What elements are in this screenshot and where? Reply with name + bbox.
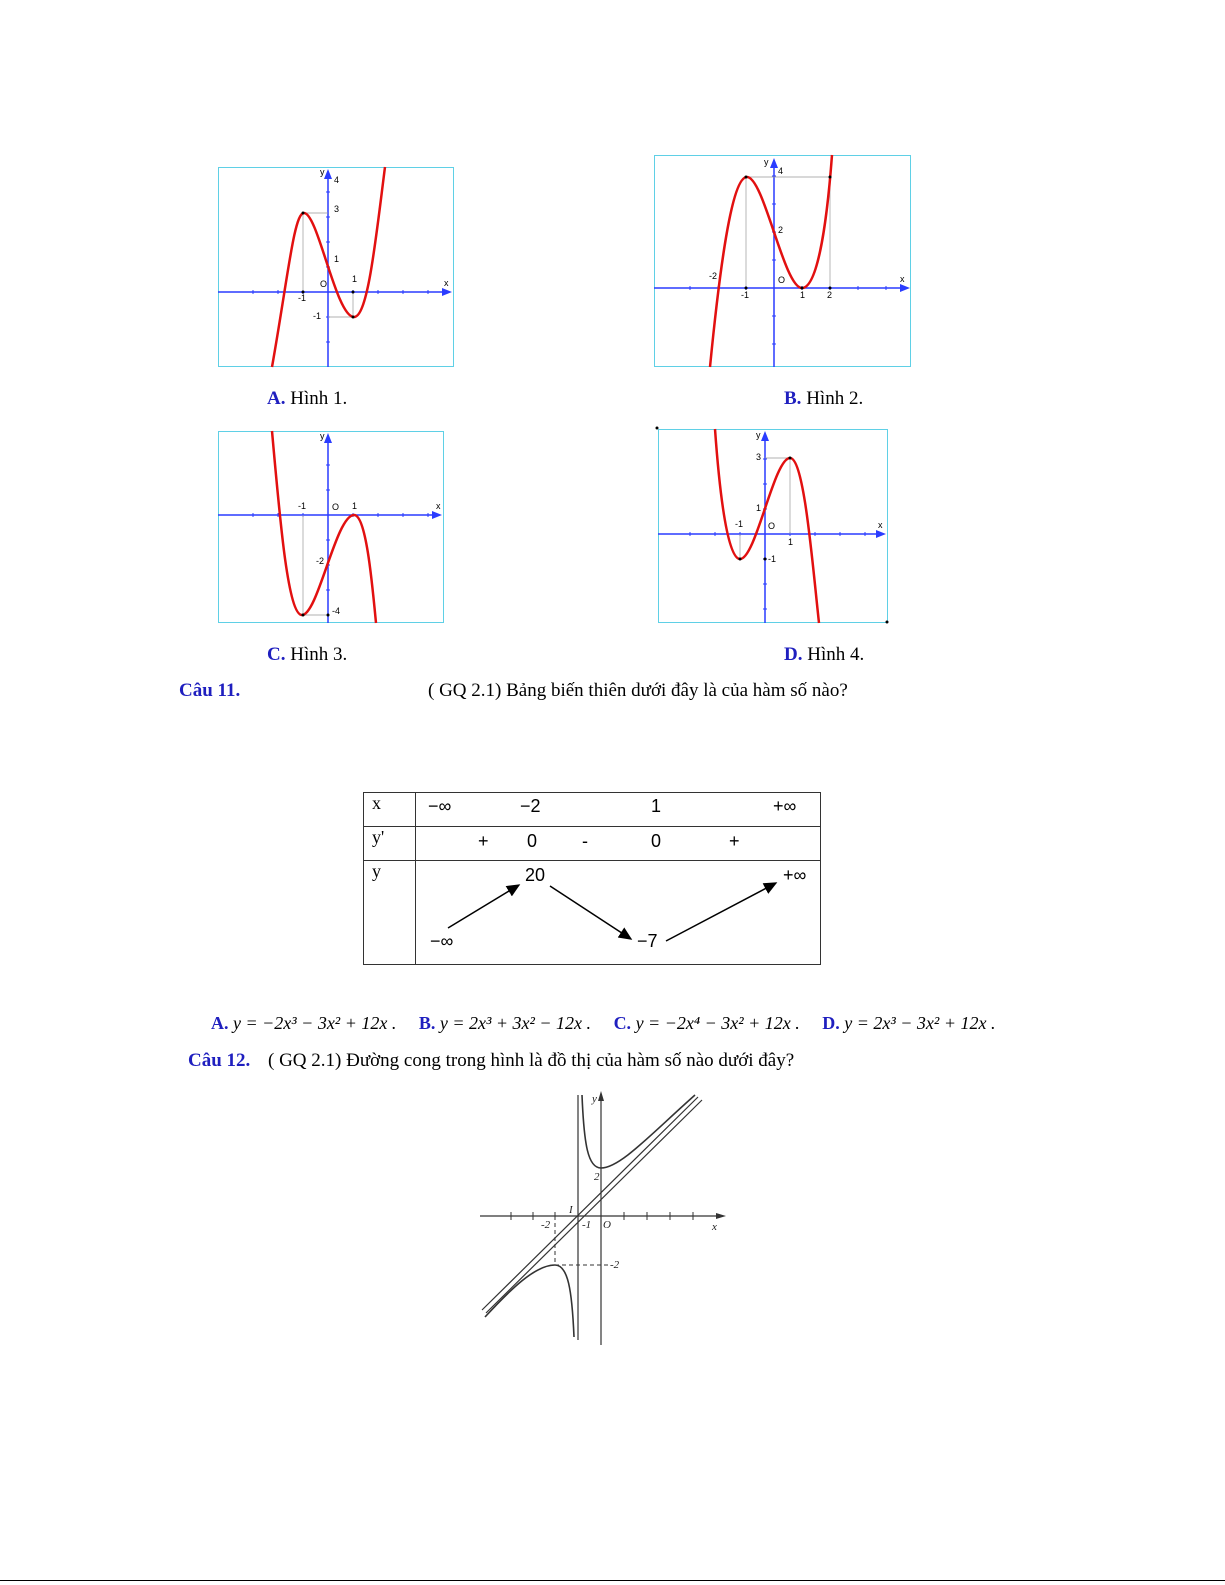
svg-text:2: 2 <box>827 290 833 300</box>
svg-text:-1: -1 <box>298 293 307 303</box>
svg-text:-2: -2 <box>610 1259 620 1271</box>
row-label-y: y <box>364 861 416 965</box>
question-12-label: Câu 12. <box>188 1050 251 1071</box>
svg-text:1: 1 <box>756 503 762 513</box>
svg-text:y: y <box>756 430 761 440</box>
graph-hinh-1 <box>218 167 454 367</box>
answer-c[interactable]: C. y = −2x⁴ − 3x² + 12x . <box>613 1013 800 1033</box>
caption-hinh-2: B. Hình 2. <box>784 388 864 409</box>
row-y-values: 20 +∞ −∞ −7 <box>416 861 821 965</box>
svg-text:3: 3 <box>756 452 762 462</box>
question-12-text: ( GQ 2.1) Đường cong trong hình là đồ thị của hàm số nào dưới đây? <box>268 1050 795 1071</box>
svg-text:-2: -2 <box>709 271 718 281</box>
svg-text:O: O <box>603 1219 611 1231</box>
svg-text:y: y <box>592 1093 597 1105</box>
svg-text:2: 2 <box>594 1171 600 1183</box>
graph-hinh-4 <box>658 429 888 623</box>
svg-text:y: y <box>320 431 325 441</box>
svg-text:2: 2 <box>778 225 784 235</box>
svg-text:O: O <box>320 279 328 289</box>
svg-text:1: 1 <box>352 274 358 284</box>
svg-text:3: 3 <box>334 204 340 214</box>
answer-options <box>211 1013 1013 1034</box>
graph-hinh-3 <box>218 431 444 623</box>
svg-text:-1: -1 <box>768 554 777 564</box>
svg-text:-4: -4 <box>332 606 341 616</box>
svg-text:1: 1 <box>352 501 358 511</box>
variation-arrows <box>416 861 830 965</box>
svg-text:-1: -1 <box>313 311 322 321</box>
answer-a[interactable]: A. y = −2x³ − 3x² + 12x . <box>211 1013 397 1033</box>
svg-text:x: x <box>712 1221 717 1233</box>
answer-b[interactable]: B. y = 2x³ + 3x² − 12x . <box>418 1013 592 1033</box>
svg-text:x: x <box>444 278 449 288</box>
svg-text:-1: -1 <box>582 1219 592 1231</box>
svg-text:4: 4 <box>334 175 340 185</box>
graph-question-12 <box>480 1085 730 1345</box>
row-label-yprime: y' <box>364 827 416 861</box>
caption-hinh-3: C. Hình 3. <box>267 644 348 665</box>
svg-text:O: O <box>778 275 786 285</box>
svg-text:1: 1 <box>788 537 794 547</box>
svg-text:x: x <box>900 274 905 284</box>
page-bottom-rule <box>0 1580 1225 1581</box>
row-label-x: x <box>364 793 416 827</box>
graph-hinh-2 <box>654 155 911 367</box>
svg-text:-1: -1 <box>741 290 750 300</box>
answer-d[interactable]: D. y = 2x³ − 3x² + 12x . <box>822 1013 996 1033</box>
svg-text:-2: -2 <box>316 556 325 566</box>
svg-text:-1: -1 <box>735 519 744 529</box>
svg-text:I: I <box>569 1204 573 1216</box>
caption-hinh-1: A. Hình 1. <box>267 388 348 409</box>
svg-text:y: y <box>320 167 325 177</box>
row-yprime-values: + 0 - 0 + <box>416 827 821 861</box>
svg-text:-2: -2 <box>541 1219 551 1231</box>
svg-text:x: x <box>878 520 883 530</box>
svg-text:y: y <box>764 157 769 167</box>
svg-text:x: x <box>436 501 441 511</box>
question-11-label: Câu 11. <box>179 680 241 701</box>
row-x-values: −∞ −2 1 +∞ <box>416 793 821 827</box>
svg-text:-1: -1 <box>298 501 307 511</box>
svg-text:1: 1 <box>800 290 806 300</box>
svg-text:1: 1 <box>334 254 340 264</box>
svg-text:4: 4 <box>778 166 784 176</box>
variation-table <box>363 792 821 965</box>
svg-text:O: O <box>768 521 776 531</box>
question-11-text: ( GQ 2.1) Bảng biến thiên dưới đây là của hàm số nào? <box>428 680 848 701</box>
svg-text:O: O <box>332 502 340 512</box>
caption-hinh-4: D. Hình 4. <box>784 644 865 665</box>
